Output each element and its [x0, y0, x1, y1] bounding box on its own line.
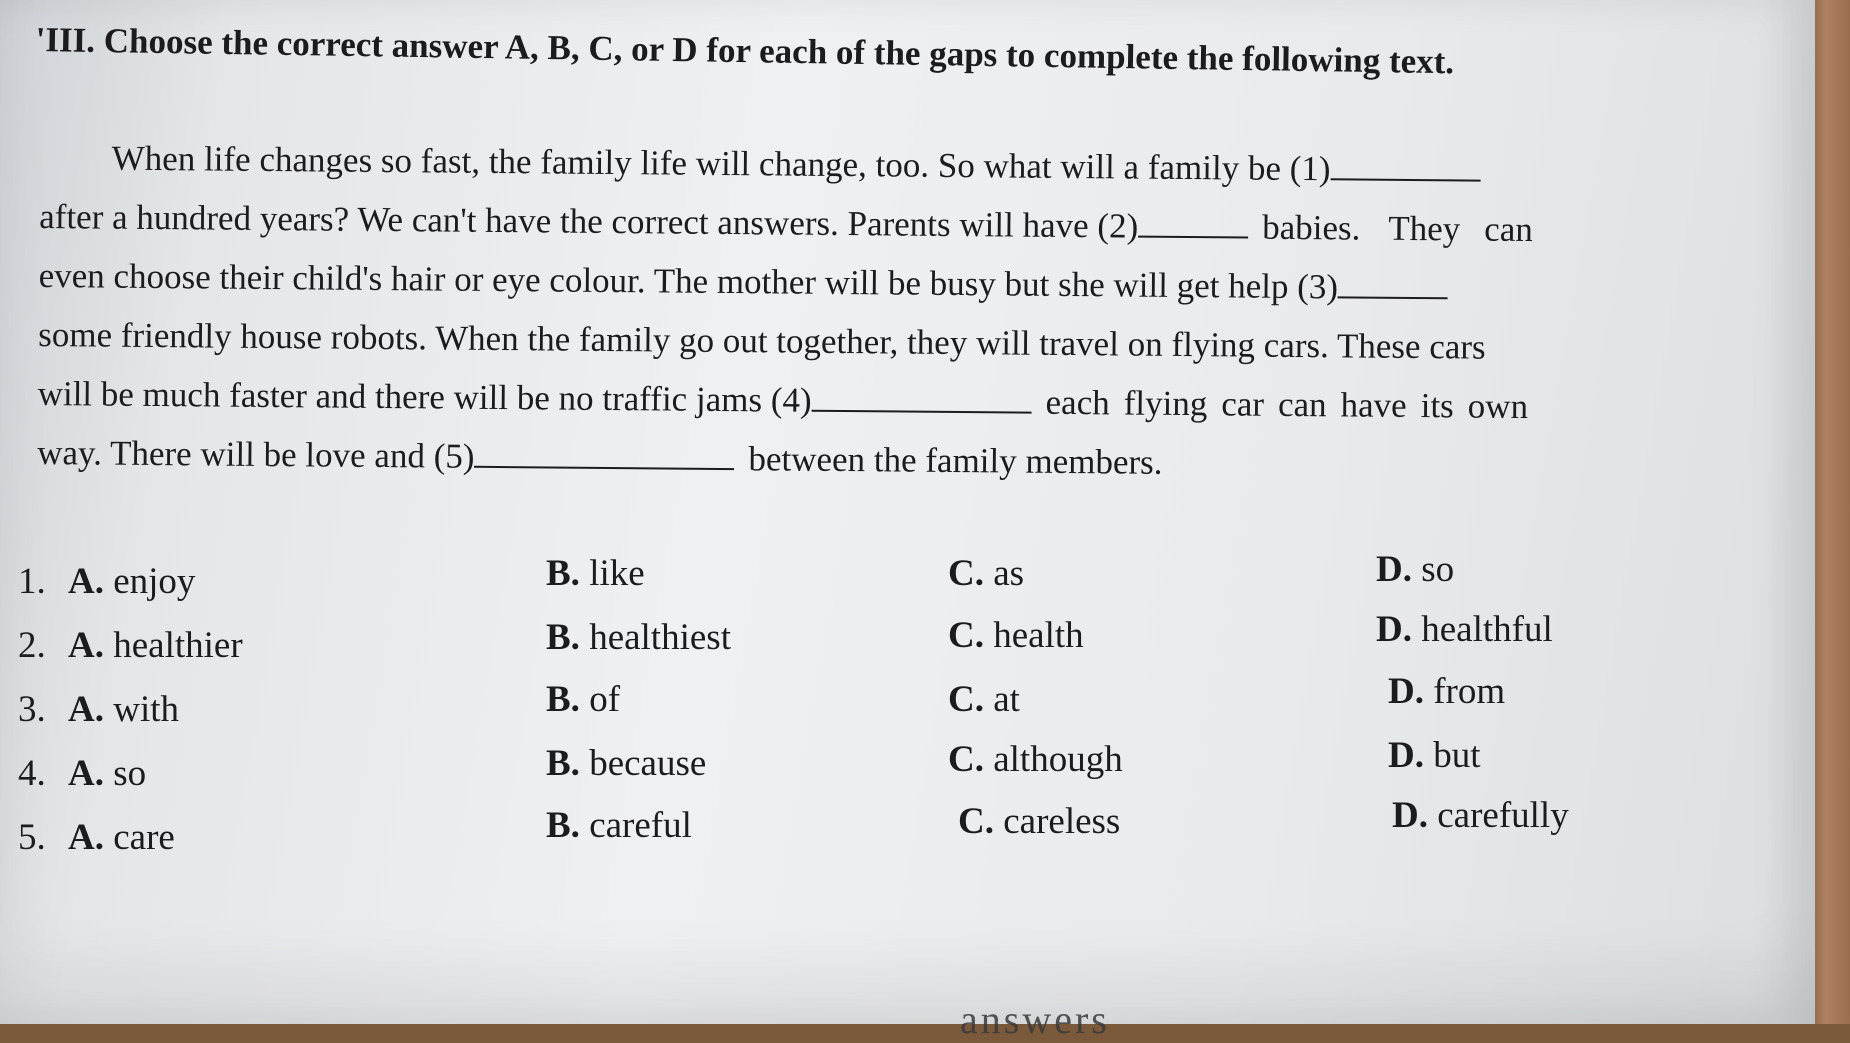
option-b[interactable]: B. of — [546, 679, 621, 720]
passage-text: its — [1420, 386, 1454, 426]
reading-passage — [37, 128, 1760, 497]
option-c[interactable]: C. careless — [958, 801, 1121, 842]
passage-text: can — [1484, 209, 1534, 250]
option-d[interactable]: D. but — [1388, 735, 1481, 776]
question-number: 3. — [18, 689, 46, 730]
option-c[interactable]: C. as — [948, 553, 1025, 594]
question-number: 2. — [18, 625, 46, 666]
passage-text: each — [1045, 382, 1110, 423]
exercise-heading: 'III. Choose the correct answer A, B, C, or D for each of the gaps to complete the following text. — [35, 20, 1455, 82]
option-a[interactable]: A. healthier — [68, 625, 243, 666]
passage-text: babies. — [1262, 207, 1361, 248]
option-a[interactable]: A. enjoy — [68, 561, 196, 602]
passage-text: some friendly house robots. When the family go out together, they will travel on flying cars. These cars — [38, 314, 1486, 367]
option-a[interactable]: A. with — [68, 689, 180, 730]
question-4-row — [18, 735, 1618, 816]
question-2-row — [18, 609, 1618, 688]
passage-text: after a hundred years? We can't have the correct answers. Parents will have (2) — [39, 196, 1139, 246]
wooden-table-edge — [1810, 0, 1850, 1024]
option-b[interactable]: B. like — [546, 553, 645, 594]
gap-3-blank[interactable] — [1338, 266, 1448, 299]
gap-2-blank[interactable] — [1138, 206, 1248, 239]
gap-1-blank[interactable] — [1330, 148, 1480, 181]
question-3-row — [18, 671, 1618, 752]
question-number: 5. — [18, 817, 46, 858]
passage-text: between the family members. — [748, 439, 1163, 482]
option-b[interactable]: B. careful — [546, 805, 692, 846]
passage-text: They — [1388, 208, 1461, 249]
passage-text: way. There will be love and (5) — [36, 432, 475, 476]
passage-text: can — [1277, 384, 1327, 425]
answer-options — [18, 549, 1618, 880]
question-number: 4. — [18, 753, 46, 794]
option-d[interactable]: D. healthful — [1376, 609, 1553, 650]
passage-text: When life changes so fast, the family life will change, too. So what will a family be (1) — [111, 138, 1331, 189]
option-d[interactable]: D. so — [1376, 549, 1455, 590]
question-5-row — [18, 795, 1618, 880]
passage-text: car — [1221, 384, 1265, 424]
option-b[interactable]: B. healthiest — [546, 617, 731, 658]
passage-text: have — [1340, 385, 1407, 425]
cut-off-bottom-text: answers — [960, 997, 1110, 1042]
gap-5-blank[interactable] — [474, 436, 734, 470]
option-c[interactable]: C. health — [948, 615, 1084, 656]
option-c[interactable]: C. although — [948, 739, 1123, 780]
question-number: 1. — [18, 561, 46, 602]
option-a[interactable]: A. care — [68, 817, 175, 858]
passage-text: will be much faster and there will be no traffic jams (4) — [37, 373, 812, 420]
passage-text: even choose their child's hair or eye colour. The mother will be busy but she will get help (3) — [38, 255, 1339, 307]
gap-4-blank[interactable] — [812, 380, 1032, 414]
passage-text: own — [1467, 386, 1529, 426]
option-b[interactable]: B. because — [546, 743, 707, 784]
option-a[interactable]: A. so — [68, 753, 147, 794]
option-d[interactable]: D. from — [1388, 671, 1506, 712]
option-c[interactable]: C. at — [948, 679, 1020, 720]
passage-text: flying — [1123, 383, 1208, 424]
option-d[interactable]: D. carefully — [1392, 795, 1569, 836]
